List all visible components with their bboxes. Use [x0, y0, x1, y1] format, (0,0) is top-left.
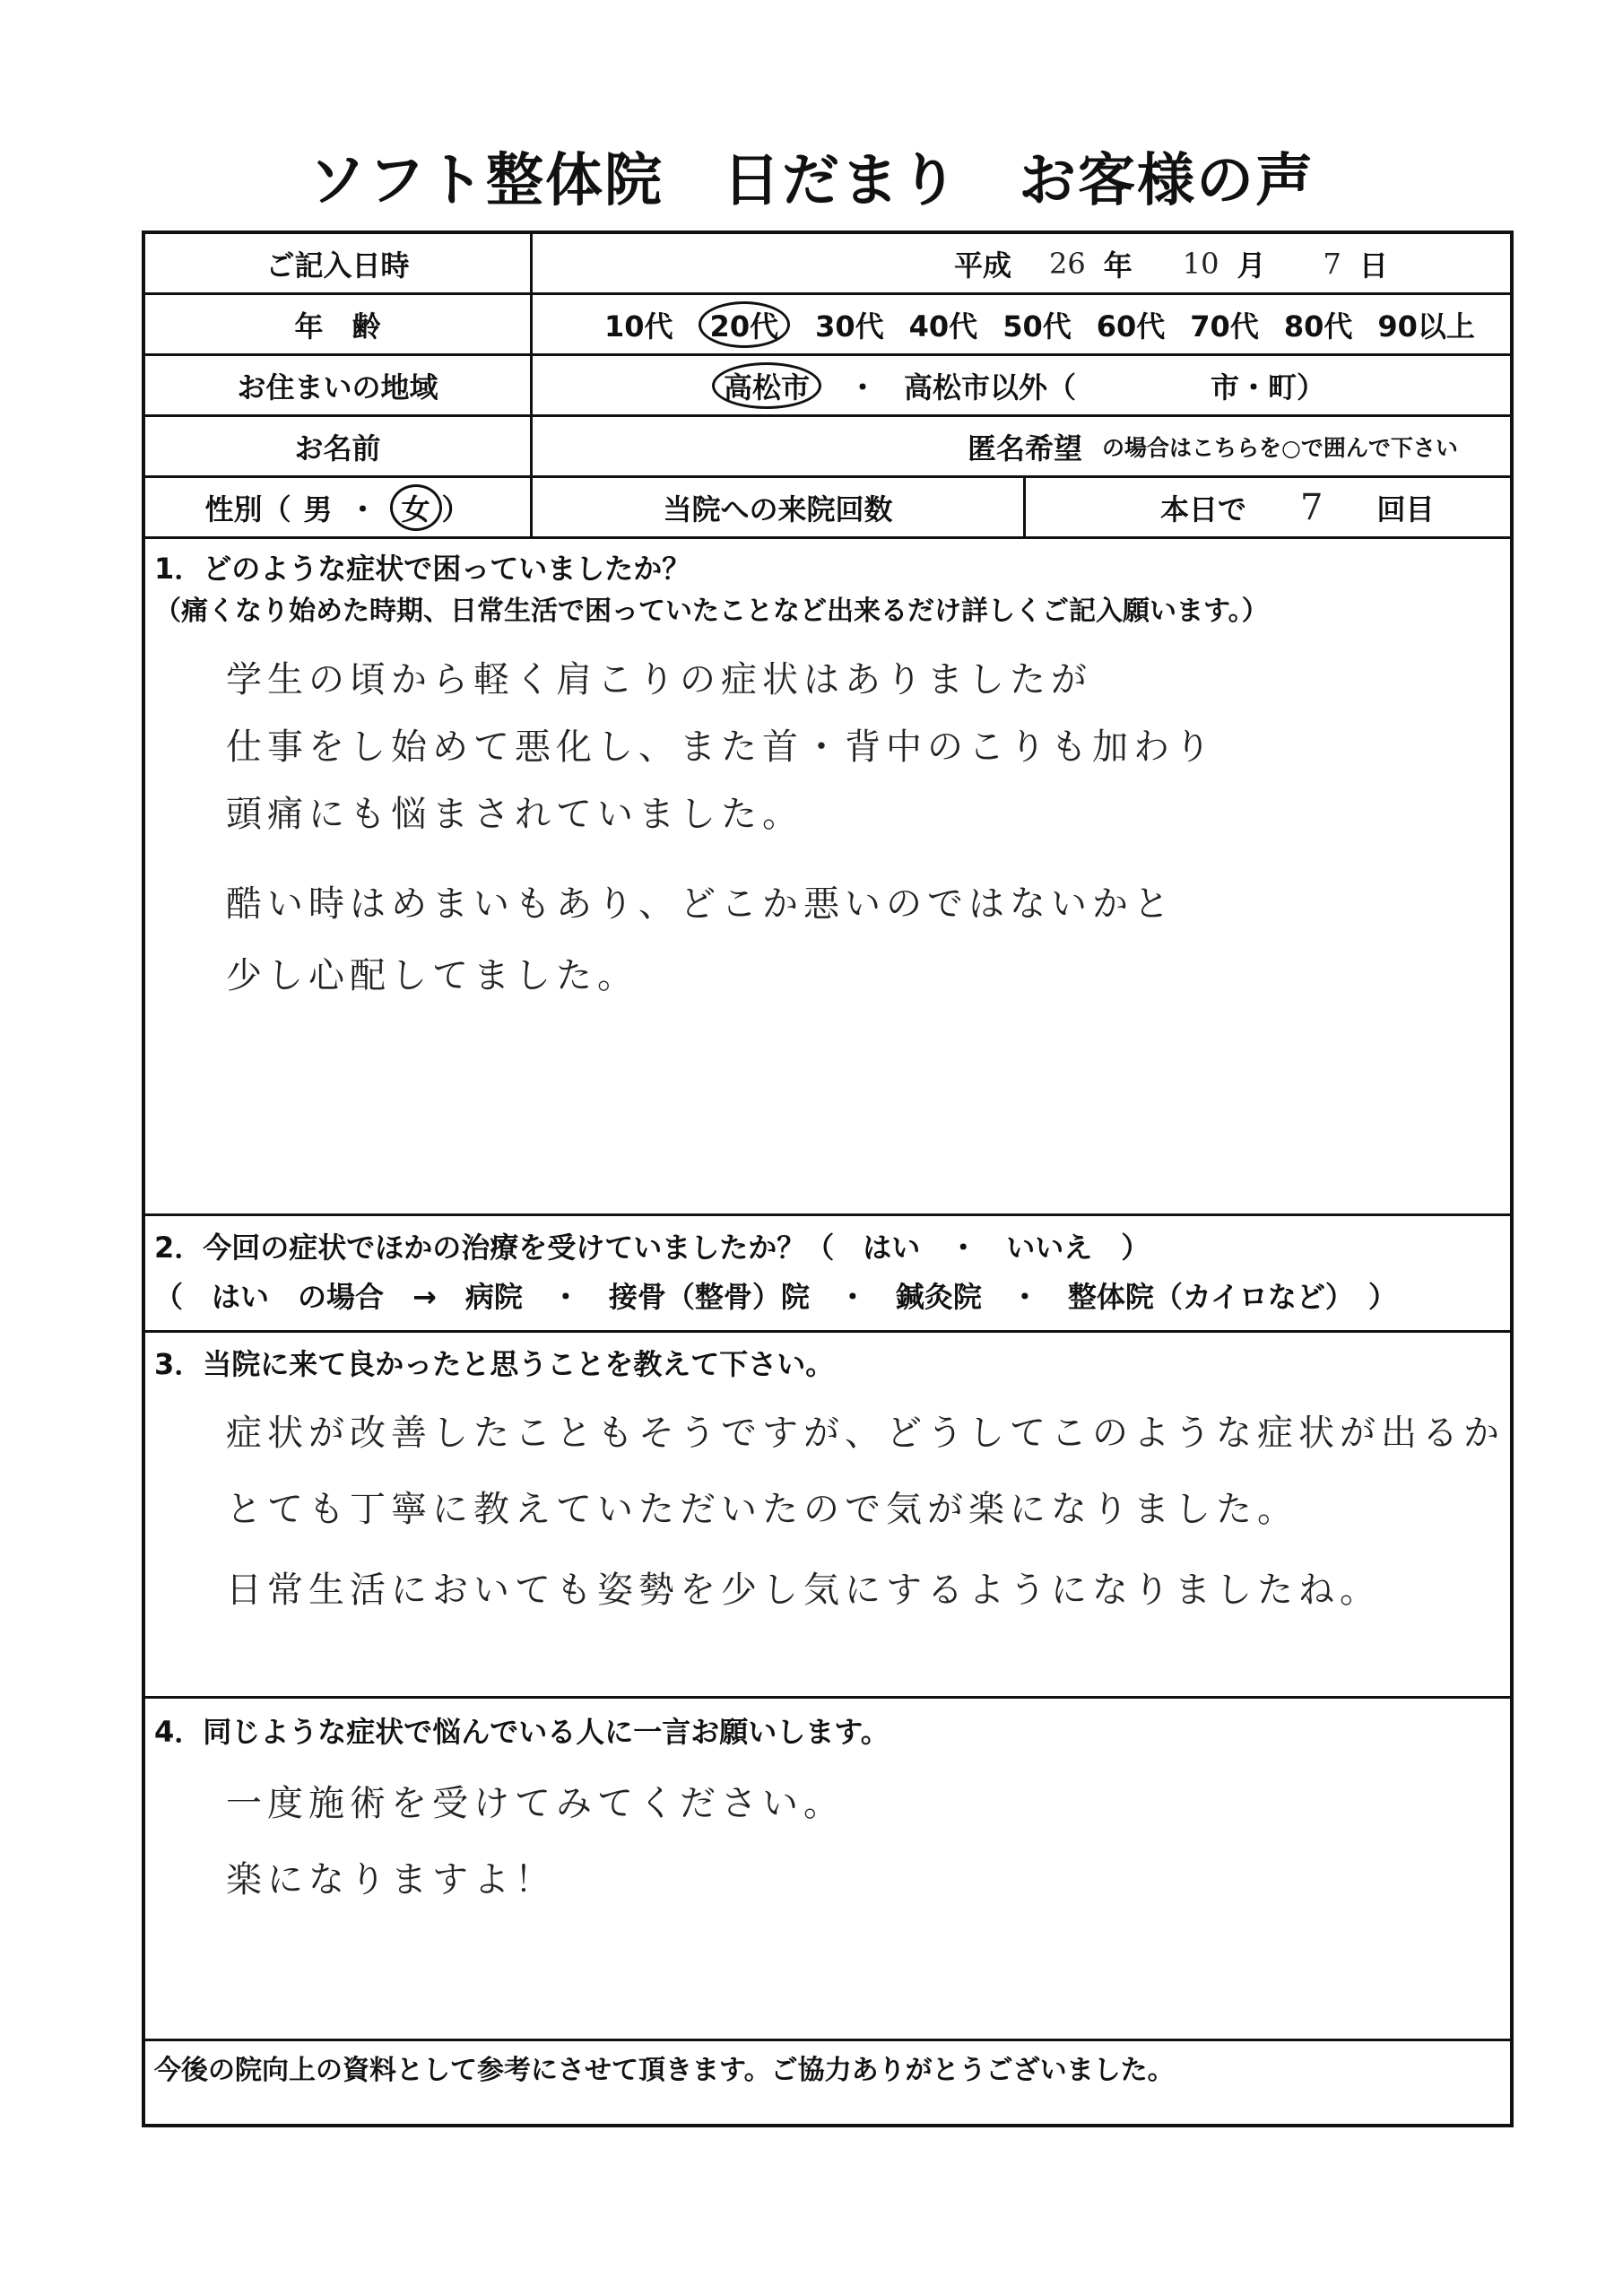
- gender-label: [145, 478, 533, 536]
- page-title: ソフト整体院 日だまり お客様の声: [308, 148, 1315, 214]
- era-label: 平成: [954, 248, 1012, 283]
- question-4-section: [145, 1699, 1510, 2041]
- area-separator: ・: [848, 370, 878, 404]
- answer-1-line: 仕事をし始めて悪化し、また首・背中のこりも加わり: [226, 726, 1216, 768]
- question-1: 1．どのような症状で困っていましたか？: [154, 552, 691, 586]
- survey-form: [142, 230, 1514, 2127]
- day-value: 7: [1323, 246, 1341, 281]
- year-unit: 年: [1103, 248, 1133, 283]
- answer-1-line: 学生の頃から軽く肩こりの症状はありましたが: [226, 659, 1092, 700]
- answer-1-line: 頭痛にも悩まされていました。: [226, 794, 803, 835]
- age-option[interactable]: 10代: [604, 309, 673, 344]
- age-row: [145, 295, 1510, 356]
- day-unit: 日: [1358, 248, 1388, 283]
- date-label: ご記入日時: [145, 234, 533, 292]
- question-1-sub: （痛くなり始めた時期、日常生活で困っていたことなど出来るだけ詳しくご記入願います。）: [154, 596, 1269, 627]
- gender-row: [145, 478, 1510, 539]
- visits-label: 当院への来院回数: [533, 478, 1026, 536]
- visit-count: 7: [1300, 486, 1324, 528]
- area-option-other[interactable]: 高松市以外（: [904, 370, 1077, 404]
- month-unit: 月: [1237, 248, 1266, 283]
- age-option[interactable]: 60代: [1096, 309, 1166, 344]
- answer-4-line: 一度施術を受けてみてください。: [226, 1783, 845, 1824]
- age-label: 年 齢: [145, 295, 533, 353]
- answer-1-line: 少し心配してました。: [226, 955, 638, 996]
- gender-male[interactable]: 男: [303, 491, 333, 526]
- gender-suffix: ）: [441, 491, 471, 526]
- footer-note: 今後の院向上の資料として参考にさせて頂きます。ご協力ありがとうございました。: [154, 2055, 1175, 2086]
- age-option[interactable]: 40代: [908, 309, 978, 344]
- age-option-selected[interactable]: 20代: [699, 301, 791, 348]
- answer-3-line: とても丁寧に教えていただいたので気が楽になりました。: [226, 1489, 1298, 1530]
- visit-count-unit: 回目: [1376, 491, 1435, 526]
- answer-3-line: 症状が改善したこともそうですが、どうしてこのような症状が出るか: [226, 1413, 1505, 1454]
- visits-value: [1026, 478, 1510, 536]
- gender-dot: ・: [348, 491, 378, 526]
- gender-prefix: 性別（: [204, 491, 291, 526]
- month-value: 10: [1182, 246, 1219, 281]
- question-3: 3．当院に来て良かったと思うことを教えて下さい。: [154, 1347, 835, 1381]
- age-option[interactable]: 80代: [1283, 309, 1353, 344]
- question-2-sub: （ はい の場合 → 病院 ・ 接骨（整骨）院 ・ 鍼灸院 ・ 整体院（カイロなど） ）: [154, 1280, 1397, 1314]
- answer-4-line: 楽になりますよ！: [226, 1859, 556, 1900]
- area-suffix: 市・町）: [1211, 370, 1326, 404]
- area-label: お住まいの地域: [145, 356, 533, 414]
- question-4: 4．同じような症状で悩んでいる人に一言お願いします。: [154, 1715, 890, 1749]
- name-value: [533, 417, 1510, 475]
- area-options: [533, 356, 1510, 414]
- age-option[interactable]: 30代: [815, 309, 884, 344]
- year-value: 26: [1049, 246, 1086, 281]
- age-option[interactable]: 90以上: [1377, 309, 1475, 344]
- date-row: [145, 234, 1510, 295]
- question-2: 2．今回の症状でほかの治療を受けていましたか？（ はい ・ いいえ ）: [154, 1231, 1150, 1265]
- question-1-section: [145, 539, 1510, 1216]
- question-2-section: [145, 1216, 1510, 1333]
- name-row: [145, 417, 1510, 478]
- anonymous-option[interactable]: 匿名希望: [968, 430, 1083, 465]
- answer-3-line: 日常生活においても姿勢を少し気にするようになりましたね。: [226, 1570, 1381, 1611]
- area-option-takamatsu[interactable]: 高松市: [712, 362, 821, 409]
- name-label: お名前: [145, 417, 533, 475]
- anonymous-note: の場合はこちらを○で囲んで下さい: [1102, 434, 1458, 461]
- age-options: [533, 295, 1510, 353]
- age-option[interactable]: 50代: [1002, 309, 1072, 344]
- answer-1-line: 酷い時はめまいもあり、どこか悪いのではないかと: [226, 883, 1175, 925]
- age-option[interactable]: 70代: [1190, 309, 1259, 344]
- date-value: [533, 234, 1510, 292]
- gender-female[interactable]: 女: [390, 484, 442, 531]
- today-label: 本日で: [1160, 491, 1247, 526]
- area-row: [145, 356, 1510, 417]
- question-3-section: [145, 1333, 1510, 1699]
